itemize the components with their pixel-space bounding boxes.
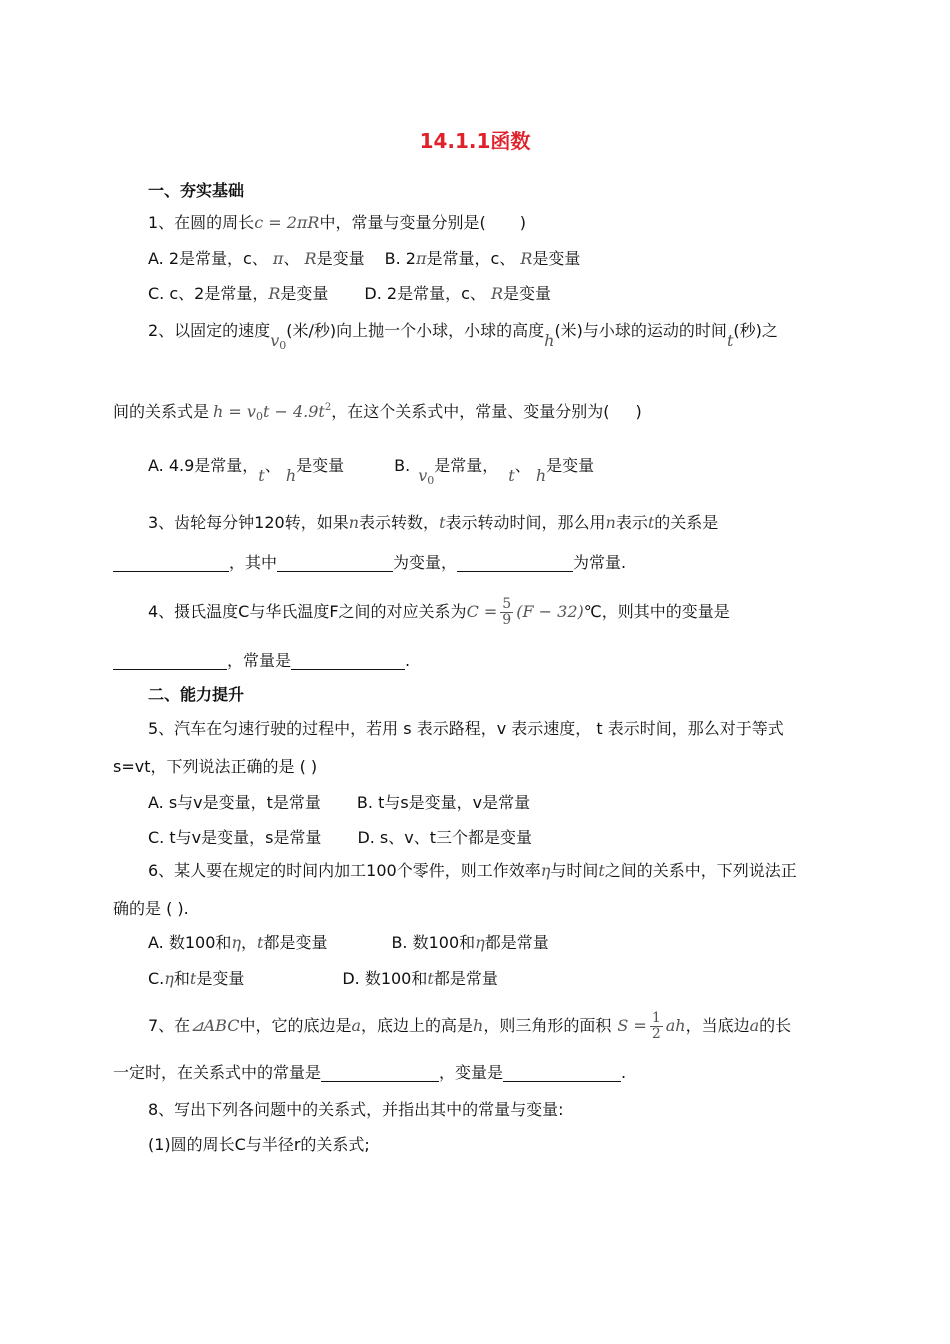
fraction-numerator: 1 [651,1010,661,1026]
q6-sep: ， [240,933,257,952]
q6-option-b-end: 都是常量 [484,933,549,952]
q7-text-d: ，则三角形的面积 [483,1016,612,1035]
v-subscript: 0 [255,410,263,423]
q4-text-unit: ℃，则其中的变量是 [583,602,730,621]
question-5-line-2: s=vt，下列说法正确的是 ( ) [113,757,318,776]
q2-formula-a: h = v [213,402,256,421]
t-symbol: t [258,466,265,485]
q3-line2-a: ，其中 [229,553,278,572]
section-heading-improvement: 二、能力提升 [148,685,245,704]
q1-options-ab [148,248,580,270]
a-symbol: a [749,1016,760,1035]
q7-text-c: ，底边上的高是 [361,1016,474,1035]
v-subscript: 0 [427,474,435,487]
q2-sep: 、 [514,456,531,475]
answer-blank[interactable] [113,653,227,670]
q2-line2-b: ，在这个关系式中，常量、变量分别为( [331,402,610,421]
eta-symbol: η [164,969,174,988]
t-symbol: t [726,331,734,350]
q2-line-2 [113,397,642,428]
q2-option-b-end: 是变量 [546,456,595,475]
q7-text-e: ，当底边 [685,1016,750,1035]
answer-blank[interactable] [321,1065,439,1082]
v-symbol: v [418,466,428,485]
q6-option-d-end: 都是常量 [433,969,498,988]
eta-symbol: η [475,933,485,952]
answer-blank[interactable] [277,555,393,572]
q4-line2-a: ，常量是 [227,651,292,670]
q1-option-b-mid: 是常量，c、 [426,249,516,268]
q6-options-ab [148,932,549,954]
q5-option-a: A. s与v是变量，t是常量 [148,793,321,812]
q1-text-c: ) [519,213,526,232]
q4-line-2 [113,650,410,672]
q1-option-a: A. 2是常量，c、 [148,249,268,268]
q7-text-f: 的长 [759,1016,792,1035]
question-5: 5、汽车在匀速行驶的过程中，若用 s 表示路程，v 表示速度， t 表示时间，那么对于等式 [148,719,784,738]
q2-formula-b: t − 4.9t [262,402,325,421]
answer-blank[interactable] [457,555,573,572]
q2-text-c: (米)与小球的运动的时间 [554,321,727,340]
q7-text-b: 中，它的底边是 [239,1016,352,1035]
h-symbol: h [285,466,297,485]
q1-option-c: C. c、2是常量， [148,284,269,303]
q3-line2-c: 为常量. [573,553,627,572]
q1-text-b: 中，常量与变量分别是( [319,213,486,232]
q7-formula-rhs: ah [665,1016,686,1035]
q1-sep: 、 [283,249,300,268]
t-symbol: t [257,933,264,952]
q6-option-c-end: 是变量 [196,969,245,988]
question-6-line-2: 确的是 ( ). [113,899,189,918]
q3-text-b: 表示转数， [359,513,440,532]
q5-option-d: D. s、v、t三个都是变量 [357,828,533,847]
n-symbol: n [605,513,616,532]
question-4 [148,597,730,628]
q3-line-2 [113,552,626,574]
q7-formula-lhs: S = [617,1016,647,1035]
t-symbol: t [189,969,197,988]
q4-fraction [500,597,513,628]
q1-formula: c = 2πR [254,213,320,232]
q6-option-d: D. 数100和 [342,969,428,988]
a-symbol: a [351,1016,362,1035]
q1-option-b-end: 是变量 [532,249,581,268]
q6-option-c: C. [148,969,165,988]
question-6 [148,860,797,882]
eta-symbol: η [540,861,551,880]
q6-text-a: 6、某人要在规定的时间内加工100个零件，则工作效率 [148,861,541,880]
q2-text-b: (米/秒)向上抛一个小球，小球的高度 [286,321,545,340]
v-symbol: v [270,331,280,350]
q1-option-d: D. 2是常量，c、 [364,284,486,303]
t-symbol: t [439,513,446,532]
fraction-numerator: 5 [502,596,512,612]
q6-option-a-end: 都是变量 [263,933,328,952]
t-symbol: t [508,466,515,485]
page-title: 14.1.1函数 [419,129,531,153]
q5-option-c: C. t与v是变量，s是常量 [148,828,322,847]
q2-option-a-end: 是变量 [296,456,345,475]
q7-fraction [650,1011,663,1042]
q1-text-a: 1、在圆的周长 [148,213,255,232]
q4-formula-rhs: (F − 32) [516,602,584,621]
q7-line2-a: 一定时，在关系式中的常量是 [113,1063,322,1082]
q2-text-a: 2、以固定的速度 [148,321,271,340]
exponent: 2 [324,402,332,413]
q6-text-b: 与时间 [550,861,599,880]
q1-option-b: B. 2 [384,249,416,268]
q5-options-ab [148,792,530,814]
q2-option-b: B. [394,456,411,475]
t-symbol: t [598,861,605,880]
q1-options-cd [148,283,551,305]
h-symbol: h [473,1016,484,1035]
t-symbol: t [647,513,655,532]
fraction-denominator: 2 [651,1026,661,1042]
answer-blank[interactable] [113,555,229,572]
answer-blank[interactable] [291,653,405,670]
q6-and: 和 [173,969,190,988]
q3-text-e: 的关系是 [654,513,719,532]
question-2 [148,320,778,352]
fraction-denominator: 9 [502,612,512,628]
q7-line-2 [113,1062,626,1084]
q2-sep: 、 [264,456,281,475]
v-subscript: 0 [279,339,287,352]
section-heading-basics: 一、夯实基础 [148,181,245,200]
n-symbol: n [348,513,360,532]
answer-blank[interactable] [503,1065,621,1082]
eta-symbol: η [231,933,241,952]
q6-options-cd [148,968,498,990]
question-7 [148,1011,791,1042]
q7-text-a: 7、在 [148,1016,191,1035]
question-3 [148,512,718,534]
h-symbol: h [535,466,547,485]
pi-symbol: π [272,249,284,268]
q2-option-b-mid: 是常量， [434,456,499,475]
q2-text-d: (秒)之 [733,321,778,340]
q4-line2-b: . [405,651,411,670]
q2-line2-a: 间的关系式是 [113,402,210,421]
q6-text-c: 之间的关系中，下列说法正 [604,861,797,880]
r-symbol: R [304,249,317,268]
q5-option-b: B. t与s是变量，v是常量 [356,793,531,812]
q2-option-a: A. 4.9是常量， [148,456,259,475]
q1-option-c-end: 是变量 [280,284,329,303]
q1-option-d-end: 是变量 [503,284,552,303]
q4-formula-lhs: C = [466,602,498,621]
r-symbol: R [490,284,504,303]
q4-text-a: 4、摄氏温度C与华氏温度F之间的对应关系为 [148,602,467,621]
q2-close-paren: ) [635,402,642,421]
q2-options [148,455,595,487]
pi-symbol: π [415,249,427,268]
h-symbol: h [544,331,555,350]
question-1 [148,212,526,234]
q1-option-a-end: 是变量 [316,249,365,268]
q3-line2-b: 为变量， [393,553,458,572]
t-symbol: t [427,969,434,988]
q3-text-a: 3、齿轮每分钟120转，如果 [148,513,349,532]
q6-option-b: B. 数100和 [391,933,476,952]
r-symbol: R [520,249,533,268]
q7-line2-c: . [621,1063,627,1082]
q3-text-d: 表示 [615,513,648,532]
q5-options-cd [148,827,532,849]
q6-option-a: A. 数100和 [148,933,232,952]
triangle-symbol: ⊿ABC [190,1016,240,1035]
question-8-part-1: (1)圆的周长C与半径r的关系式; [148,1135,370,1154]
r-symbol: R [268,284,281,303]
q3-text-c: 表示转动时间，那么用 [445,513,606,532]
q7-line2-b: ，变量是 [439,1063,504,1082]
question-8: 8、写出下列各问题中的关系式，并指出其中的常量与变量: [148,1100,564,1119]
